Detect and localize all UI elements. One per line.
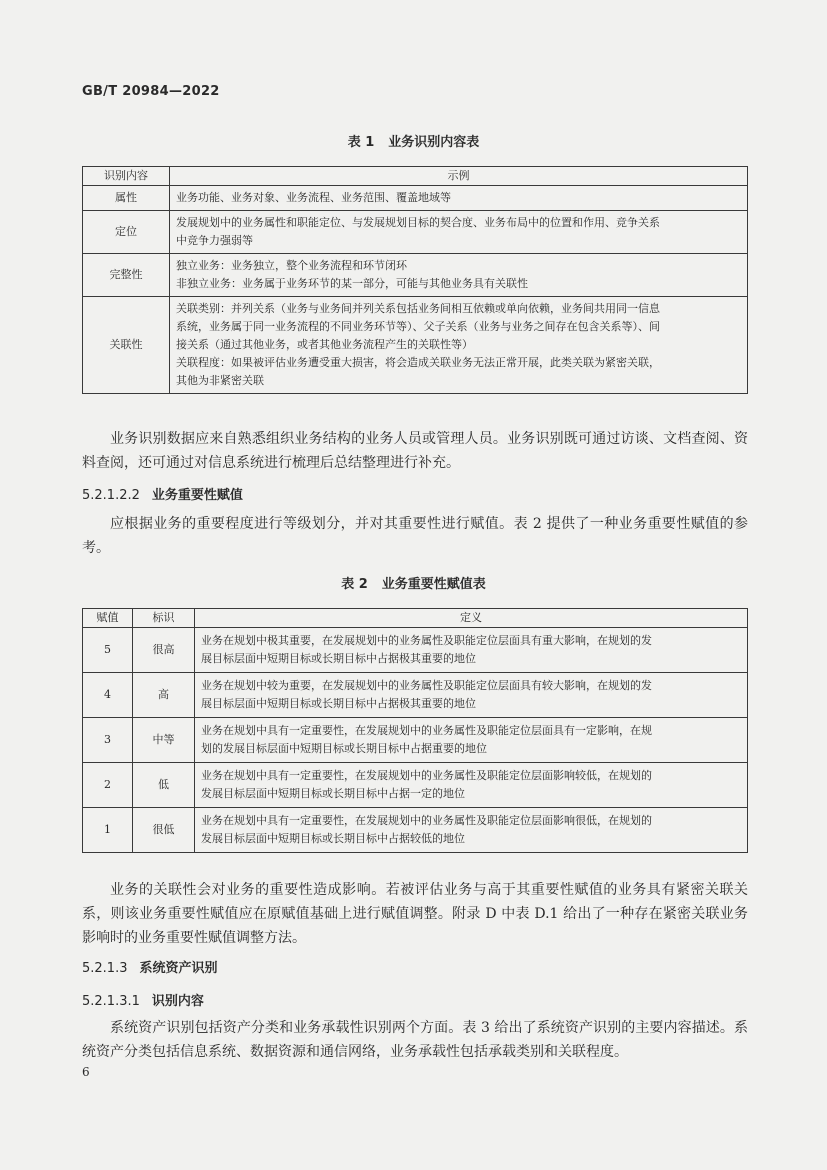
table-row (83, 211, 748, 254)
paragraph: 应根据业务的重要程度进行等级划分，并对其重要性进行赋值。表 2 提供了一种业务重要性赋值的参考。 (82, 516, 748, 556)
paragraph: 业务识别数据应来自熟悉组织业务结构的业务人员或管理人员。业务识别既可通过访谈、文档查阅、资料查阅，还可通过对信息系统进行梳理后总结整理进行补充。 (82, 431, 748, 471)
cell-line: 业务在规划中具有一定重要性，在发展规划中的业务属性及职能定位层面影响很低，在规划的 (201, 814, 652, 827)
paragraph: 业务的关联性会对业务的重要性造成影响。若被评估业务与高于其重要性赋值的业务具有紧密关联关系，则该业务重要性赋值应在原赋值基础上进行赋值调整。附录 D 中表 D.1 给出了一种存在紧密关联业务影响时的业务重要性赋值调整方法。 (82, 882, 748, 946)
table2-label-cell: 低 (133, 763, 195, 808)
cell-line: 业务在规划中较为重要，在发展规划中的业务属性及职能定位层面具有较大影响，在规划的发 (201, 679, 652, 692)
table1-caption (0, 131, 827, 150)
cell-line: 关联程度：如果被评估业务遭受重大损害，将会造成关联业务无法正常开展，此类关联为紧密关联， (176, 356, 660, 369)
cell-line: 业务在规划中极其重要，在发展规划中的业务属性及职能定位层面具有重大影响，在规划的发 (201, 634, 652, 647)
table1-header-row (83, 167, 748, 186)
table1 (82, 166, 748, 394)
table1-item-cell: 关联性 (83, 297, 170, 394)
table-row (83, 186, 748, 211)
cell-line: 展目标层面中短期目标或长期目标中占据极其重要的地位 (201, 652, 476, 665)
table1-header-cell: 识别内容 (83, 167, 170, 186)
table2-label-cell: 很低 (133, 808, 195, 853)
section-number: 5.2.1.3.1 (82, 994, 140, 1009)
table2 (82, 608, 748, 853)
cell-line: 划的发展目标层面中短期目标或长期目标中占据重要的地位 (201, 742, 487, 755)
table2-label-cell: 中等 (133, 718, 195, 763)
table2-value-cell: 1 (83, 808, 133, 853)
table2-caption (0, 573, 827, 592)
table1-example-cell (170, 297, 748, 394)
table-row (83, 673, 748, 718)
cell-line: 其他为非紧密关联 (176, 374, 264, 387)
table1-example-cell (170, 254, 748, 297)
table2-header-row (83, 609, 748, 628)
table-row (83, 718, 748, 763)
cell-line: 业务在规划中具有一定重要性，在发展规划中的业务属性及职能定位层面具有一定影响，在规 (201, 724, 652, 737)
table1-number: 表 1 (347, 135, 375, 150)
table-row (83, 297, 748, 394)
cell-line: 系统，业务属于同一业务流程的不同业务环节等）、父子关系（业务与业务之间存在包含关系等）、间 (176, 320, 660, 333)
table2-definition-cell (195, 628, 748, 673)
cell-line: 发展规划中的业务属性和职能定位、与发展规划目标的契合度、业务布局中的位置和作用、竞争关系 (176, 216, 660, 229)
page-number: 6 (82, 1065, 90, 1079)
cell-line: 展目标层面中短期目标或长期目标中占据极其重要的地位 (201, 697, 476, 710)
table2-header-cell: 定义 (195, 609, 748, 628)
table2-definition-cell (195, 718, 748, 763)
table2-body (83, 628, 748, 853)
table1-item-cell: 属性 (83, 186, 170, 211)
section-number: 5.2.1.2.2 (82, 488, 140, 503)
table-row (83, 628, 748, 673)
table-row (83, 808, 748, 853)
section-title: 识别内容 (151, 994, 204, 1009)
table-row (83, 254, 748, 297)
table2-number: 表 2 (341, 577, 368, 592)
table2-value-cell: 2 (83, 763, 133, 808)
table1-example-cell (170, 186, 748, 211)
cell-line: 非独立业务：业务属于业务环节的某一部分，可能与其他业务具有关联性 (176, 277, 528, 290)
cell-line: 独立业务：业务独立，整个业务流程和环节闭环 (176, 259, 407, 272)
table2-value-cell: 5 (83, 628, 133, 673)
cell-line: 业务功能、业务对象、业务流程、业务范围、覆盖地域等 (176, 191, 451, 204)
section-heading (82, 957, 218, 976)
cell-line: 业务在规划中具有一定重要性，在发展规划中的业务属性及职能定位层面影响较低，在规划的 (201, 769, 652, 782)
paragraph: 系统资产识别包括资产分类和业务承载性识别两个方面。表 3 给出了系统资产识别的主要内容描述。系统资产分类包括信息系统、数据资源和通信网络，业务承载性包括承载类别和关联程度。 (82, 1020, 748, 1060)
section-title: 业务重要性赋值 (151, 488, 243, 503)
table2-value-cell: 3 (83, 718, 133, 763)
table1-item-cell: 完整性 (83, 254, 170, 297)
table1-item-cell: 定位 (83, 211, 170, 254)
table2-definition-cell (195, 808, 748, 853)
section-heading (82, 990, 204, 1009)
table2-value-cell: 4 (83, 673, 133, 718)
standard-code: GB/T 20984—2022 (82, 84, 220, 99)
table1-body (83, 186, 748, 394)
cell-line: 发展目标层面中短期目标或长期目标中占据一定的地位 (201, 787, 465, 800)
table1-title: 业务识别内容表 (388, 135, 480, 150)
table2-definition-cell (195, 673, 748, 718)
cell-line: 接关系（通过其他业务，或者其他业务流程产生的关联性等） (176, 338, 473, 351)
table2-label-cell: 高 (133, 673, 195, 718)
section-title: 系统资产识别 (139, 961, 218, 976)
table2-definition-cell (195, 763, 748, 808)
table2-title: 业务重要性赋值表 (381, 577, 486, 592)
section-heading (82, 484, 243, 503)
table-row (83, 763, 748, 808)
cell-line: 发展目标层面中短期目标或长期目标中占据较低的地位 (201, 832, 465, 845)
table2-label-cell: 很高 (133, 628, 195, 673)
table2-header-cell: 赋值 (83, 609, 133, 628)
cell-line: 关联类别：并列关系（业务与业务间并列关系包括业务间相互依赖或单向依赖，业务间共用同一信息 (176, 302, 660, 315)
table1-header-cell: 示例 (170, 167, 748, 186)
table1-example-cell (170, 211, 748, 254)
cell-line: 中竞争力强弱等 (176, 234, 253, 247)
table2-header-cell: 标识 (133, 609, 195, 628)
section-number: 5.2.1.3 (82, 961, 128, 976)
